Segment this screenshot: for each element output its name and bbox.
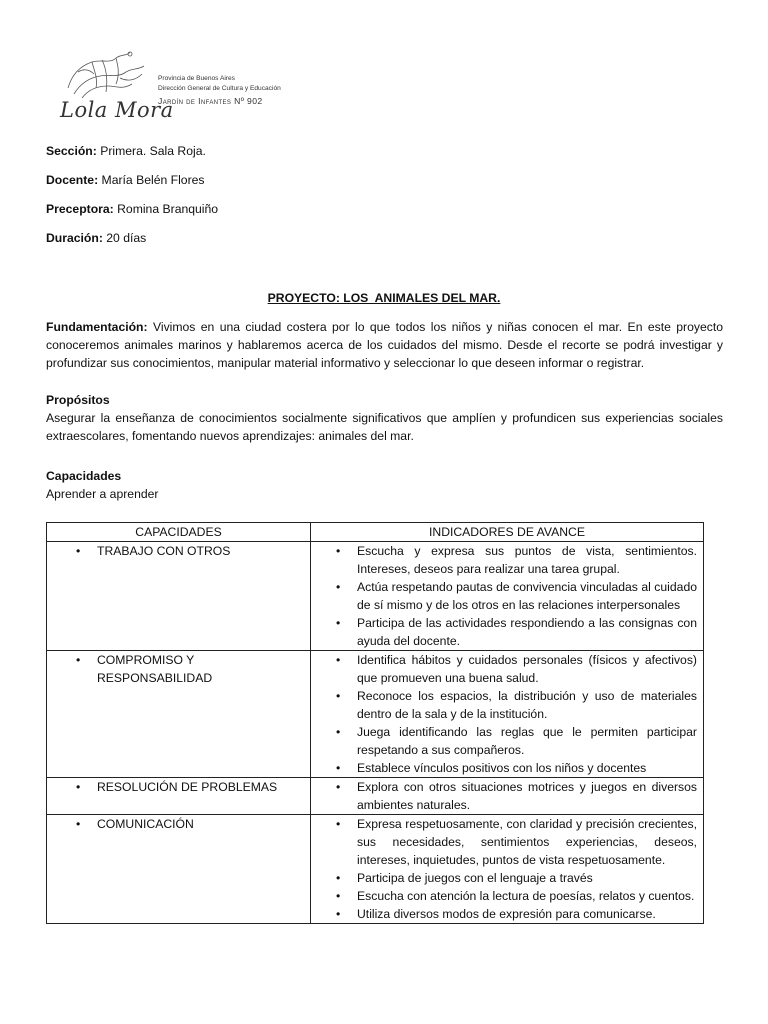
teacher-label: Docente: [46, 173, 99, 187]
duration-value: 20 días [102, 231, 147, 245]
capacity-cell: • TRABAJO CON OTROS [47, 542, 311, 651]
project-title: PROYECTO: LOS ANIMALES DEL MAR. [267, 291, 501, 305]
indicators-cell [311, 651, 704, 778]
capacity-cell: • COMUNICACIÓN [47, 815, 311, 924]
preceptor-line [46, 200, 218, 218]
section-value: Primera. Sala Roja. [96, 144, 206, 158]
fundamentacion-label: Fundamentación: [46, 320, 148, 334]
section-label: Sección: [46, 144, 97, 158]
duration-label: Duración: [46, 231, 103, 245]
capacidades-line: Aprender a aprender [46, 487, 159, 501]
fundamentacion-text: Vivimos en una ciudad costera por lo que todos los niños y niñas conocen el mar. En este proyecto conoceremos animales marinos y hablaremos acerca de los cuidados del mismo. Desde el recorte se podrá investigar y profundizar sus conocimientos, manipular material informativo y seleccionar lo que deseen informar o registrar. [46, 320, 723, 370]
capacidades-heading: Capacidades [46, 469, 122, 483]
indicator-item: • Utiliza diversos modos de expresión para comunicarse. [357, 905, 699, 923]
table-row [47, 778, 704, 815]
table-row [47, 651, 704, 778]
indicator-item: • Actúa respetando pautas de convivencia vinculadas al cuidado de sí mismo y de los otros en las relaciones interpersonales [357, 578, 699, 614]
table-row [47, 542, 704, 651]
capacity-cell: • RESOLUCIÓN DE PROBLEMAS [47, 778, 311, 815]
teacher-value: María Belén Flores [98, 173, 205, 187]
propositos-heading: Propósitos [46, 393, 110, 407]
indicator-item: • Establece vínculos positivos con los niños y docentes [357, 759, 699, 777]
section-line [46, 142, 206, 160]
indicator-item: • Explora con otros situaciones motrices y juegos en diversos ambientes naturales. [357, 778, 699, 814]
indicator-item: • Reconoce los espacios, la distribución y uso de materiales dentro de la sala y de la institución. [357, 687, 699, 723]
logo-name: Lola Mora [60, 98, 174, 122]
table-row [47, 815, 704, 924]
preceptor-value: Romina Branquiño [113, 202, 219, 216]
fundamentacion-paragraph [46, 318, 723, 372]
duration-line [46, 229, 146, 247]
indicators-cell [311, 815, 704, 924]
indicator-item: • Juega identificando las reglas que le permiten participar respetando a sus compañeros. [357, 723, 699, 759]
school-line: Jardín de Infantes Nº 902 [158, 96, 263, 106]
logo-text-block [158, 74, 281, 106]
column-header-capacities: CAPACIDADES [47, 523, 311, 542]
capacity-cell: • COMPROMISO Y RESPONSABILIDAD [47, 651, 311, 778]
direction-line: Dirección General de Cultura y Educación [158, 85, 281, 92]
indicator-item: • Escucha y expresa sus puntos de vista, sentimientos. Intereses, deseos para realizar una tarea grupal. [357, 542, 699, 578]
column-header-indicators: INDICADORES DE AVANCE [311, 523, 704, 542]
province-line: Provincia de Buenos Aires [158, 75, 235, 82]
capacities-table [46, 522, 704, 924]
preceptor-label: Preceptora: [46, 202, 114, 216]
indicator-item: • Expresa respetuosamente, con claridad y precisión crecientes, sus necesidades, sentimientos experiencias, deseos, intereses, inquietudes, puntos de vista respetuosamente. [357, 815, 699, 869]
indicator-item: • Participa de juegos con el lenguaje a través [357, 869, 699, 887]
teacher-line [46, 171, 205, 189]
indicator-item: • Identifica hábitos y cuidados personales (físicos y afectivos) que promueven una buena salud. [357, 651, 699, 687]
indicators-cell [311, 542, 704, 651]
indicator-item: • Participa de las actividades respondiendo a las consignas con ayuda del docente. [357, 614, 699, 650]
indicators-cell [311, 778, 704, 815]
school-logo [58, 48, 288, 128]
table-header-row [47, 523, 704, 542]
propositos-text: Asegurar la enseñanza de conocimientos socialmente significativos que amplíen y profundicen sus experiencias sociales extraescolares, fomentando nuevos aprendizajes: animales del mar. [46, 411, 723, 443]
indicator-item: • Escucha con atención la lectura de poesías, relatos y cuentos. [357, 887, 699, 905]
